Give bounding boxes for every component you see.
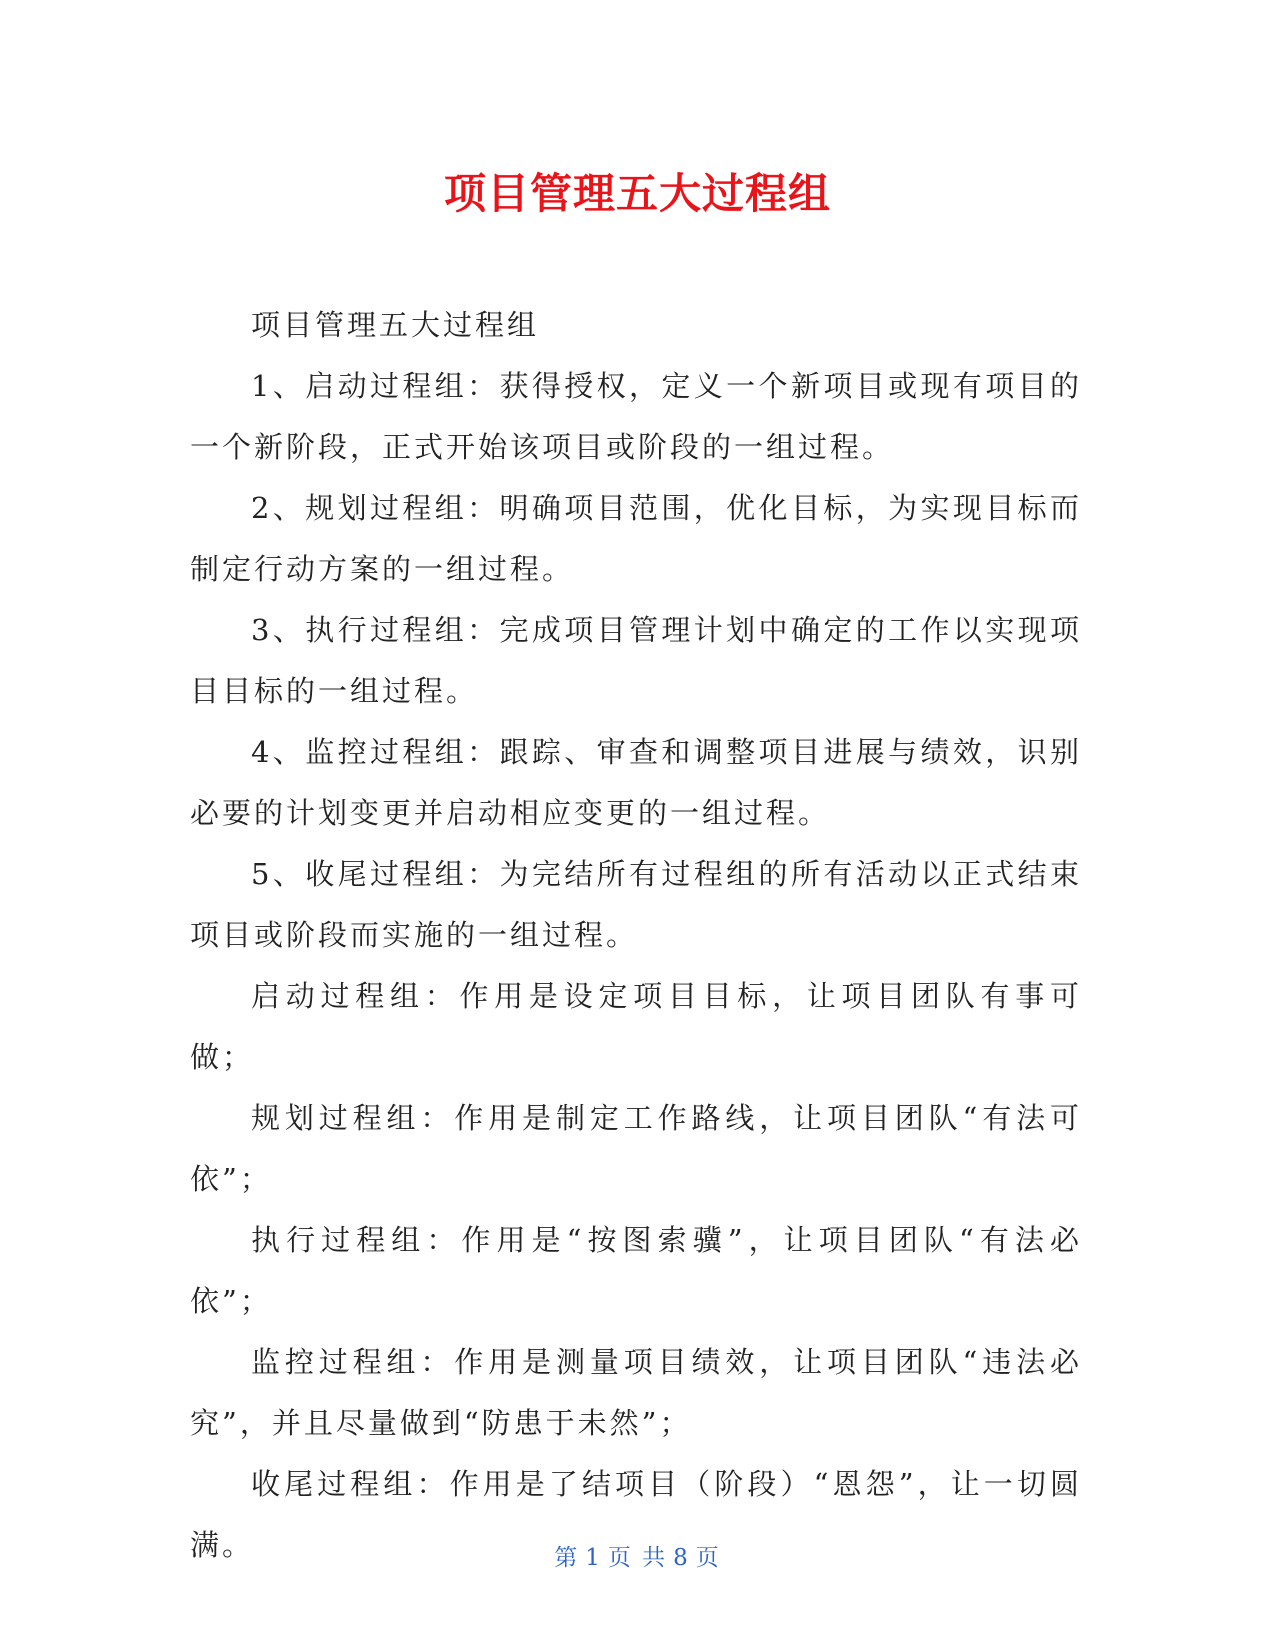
document-title: 项目管理五大过程组 — [443, 169, 831, 218]
current-page-number: 1 — [585, 1545, 602, 1571]
page-label-prefix: 第 — [554, 1545, 580, 1571]
page-label-mid: 页 共 — [607, 1545, 668, 1571]
page-footer — [0, 1543, 1275, 1573]
paragraph-executing: 3、执行过程组：完成项目管理计划中确定的工作以实现项目目标的一组过程。 — [190, 613, 1082, 708]
document-body — [190, 295, 1082, 1576]
paragraph-closing: 5、收尾过程组：为完结所有过程组的所有活动以正式结束项目或阶段而实施的一组过程。 — [190, 857, 1082, 952]
paragraph-initiating: 1、启动过程组：获得授权，定义一个新项目或现有项目的一个新阶段，正式开始该项目或阶段的一组过程。 — [190, 369, 1082, 464]
paragraph-planning: 2、规划过程组：明确项目范围，优化目标，为实现目标而制定行动方案的一组过程。 — [190, 491, 1082, 586]
paragraph-monitoring-role: 监控过程组：作用是测量项目绩效，让项目团队“违法必究”，并且尽量做到“防患于未然”； — [190, 1345, 1082, 1440]
paragraph-heading: 项目管理五大过程组 — [251, 308, 540, 342]
total-pages-number: 8 — [673, 1545, 690, 1571]
paragraph-planning-role: 规划过程组：作用是制定工作路线，让项目团队“有法可依”； — [190, 1101, 1082, 1196]
paragraph-monitoring: 4、监控过程组：跟踪、审查和调整项目进展与绩效，识别必要的计划变更并启动相应变更的一组过程。 — [190, 735, 1082, 830]
paragraph-executing-role: 执行过程组：作用是“按图索骥”，让项目团队“有法必依”； — [190, 1223, 1082, 1318]
paragraph-closing-role: 收尾过程组：作用是了结项目（阶段）“恩怨”，让一切圆满。 — [190, 1467, 1082, 1562]
page-label-suffix: 页 — [695, 1545, 721, 1571]
paragraph-initiating-role: 启动过程组：作用是设定项目目标，让项目团队有事可做； — [190, 979, 1082, 1074]
